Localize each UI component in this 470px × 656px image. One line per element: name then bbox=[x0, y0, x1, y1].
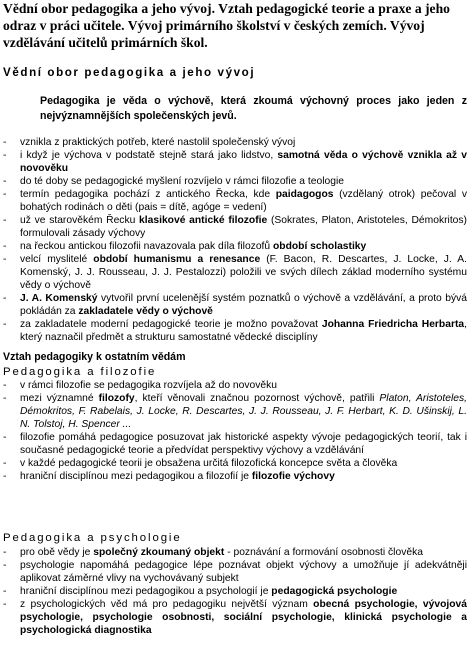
list-item bbox=[0, 292, 467, 318]
lead-paragraph bbox=[3, 94, 467, 124]
list-item bbox=[0, 379, 467, 392]
item-text: filozofie pomáhá pedagogice posuzovat jak historické aspekty vývoje pedagogických teorií, tak i současné pedagogické teorie a předvídat perspektivy výchovy a vzdělávání bbox=[20, 432, 467, 456]
emphasis-text: filozofy bbox=[98, 393, 135, 404]
document-title: Vědní obor pedagogika a jeho vývoj. Vztah pedagogické teorie a praxe a jeho odraz v práci učitele. Vývoj primárního školství v českých zemích. Vývoj vzdělávání učitelů primárních škol. bbox=[3, 1, 450, 50]
italic-text: Platon, Aristoteles, Démokritos, F. Rabelais, J. Locke, R. Descartes, J. J. Rousseau, J. F. Herbart, K. D. Ušinskij, L. N. Tolstoj, H. Spencer ... bbox=[20, 393, 467, 430]
psychology-list bbox=[0, 546, 467, 637]
emphasis-text: klasikové antické filozofie bbox=[139, 215, 268, 226]
list-item bbox=[0, 253, 467, 292]
list-item bbox=[0, 240, 467, 253]
item-text: mezi významné bbox=[20, 393, 99, 404]
item-text: v rámci filozofie se pedagogika rozvíjela až do novověku bbox=[20, 380, 277, 391]
item-text: (Sokrates, Platon, Aristoteles, Démokritos) formulovali zásady výchovy bbox=[20, 215, 467, 239]
emphasis-text: pedagogická psychologie bbox=[271, 586, 398, 597]
list-item bbox=[0, 457, 467, 470]
list-item bbox=[0, 470, 467, 483]
subheading-psychology: Pedagogika a psychologie bbox=[3, 532, 182, 544]
item-text: (F. Bacon, R. Descartes, J. Locke, J. A. Komenský, J. J. Rousseau, J. J. Pestalozzi) položili ve svých dílech základ moderního systému vědy o výchově bbox=[20, 254, 467, 291]
list-item bbox=[0, 559, 467, 585]
emphasis-text: paidagogos bbox=[275, 189, 334, 200]
item-text: vytvořil první ucelenější systém poznatků o výchově a vzdělávání, a proto bývá pokládán za bbox=[20, 293, 467, 317]
section-heading-pedagogy-development: Vědní obor pedagogika a jeho vývoj bbox=[3, 66, 256, 79]
subheading-philosophy: Pedagogika a filozofie bbox=[3, 366, 157, 378]
item-text: termín pedagogika pochází z antického Řecka, kde bbox=[20, 189, 276, 200]
emphasis-text: zakladatele vědy o výchově bbox=[78, 306, 213, 317]
emphasis-text: Johanna Friedricha Herbarta bbox=[321, 319, 465, 330]
item-text: i když je výchova v podstatě stejně stará jako lidstvo, bbox=[20, 150, 278, 161]
list-item bbox=[0, 214, 467, 240]
section-heading-relations: Vztah pedagogiky k ostatním vědám bbox=[3, 351, 186, 363]
list-item bbox=[0, 546, 467, 559]
item-text: (vzdělaný otrok) pečoval v bohatých rodinách o děti (pais = dítě, agóge = vedení) bbox=[20, 189, 467, 213]
item-text: do té doby se pedagogické myšlení rozvíjelo v rámci filozofie a teologie bbox=[20, 176, 344, 187]
list-item bbox=[0, 598, 467, 637]
emphasis-text: J. A. Komenský bbox=[20, 293, 98, 304]
list-item bbox=[0, 585, 467, 598]
item-text: psychologie napomáhá pedagogice lépe poznávat objekt výchovy a umožňuje jí adekvátněji aplikovat záměrné vlivy na vychovávaný subjekt bbox=[20, 560, 467, 584]
item-text: za zakladatele moderní pedagogické teorie je možno považovat bbox=[20, 319, 322, 330]
list-item bbox=[0, 392, 467, 431]
list-item bbox=[0, 431, 467, 457]
item-text: už ve starověkém Řecku bbox=[20, 215, 140, 226]
item-text: hraniční disciplínou mezi pedagogikou a psychologií je bbox=[20, 586, 272, 597]
list-item bbox=[0, 149, 467, 175]
emphasis-text: období scholastiky bbox=[273, 241, 367, 252]
item-text: , který naznačil předmět a strukturu samostatné vědecké disciplíny bbox=[20, 319, 467, 343]
lead-text: Pedagogika je věda o výchově, která zkoumá výchovný proces jako jeden z nejvýznamnějších společenských jevů. bbox=[40, 95, 467, 122]
emphasis-text: samotná věda o výchově vznikla až v novověku bbox=[20, 150, 467, 174]
item-text: z psychologických věd má pro pedagogiku největší význam bbox=[20, 599, 314, 610]
item-text: v každé pedagogické teorii je obsažena určitá filozofická koncepce světa a člověka bbox=[20, 458, 398, 469]
list-item bbox=[0, 136, 467, 149]
emphasis-text: společný zkoumaný objekt bbox=[93, 547, 225, 558]
item-text: hraniční disciplínou mezi pedagogikou a filozofií je bbox=[20, 471, 252, 482]
list-item bbox=[0, 318, 467, 344]
item-text: vznikla z praktických potřeb, které nastolil společenský vývoj bbox=[20, 137, 296, 148]
item-text: pro obě vědy je bbox=[20, 547, 94, 558]
item-text: , kteří věnovali značnou pozornost výchově, patřili bbox=[134, 393, 380, 404]
emphasis-text: období humanismu a renesance bbox=[93, 254, 261, 265]
item-text: na řeckou antickou filozofii navazovala pak díla filozofů bbox=[20, 241, 273, 252]
emphasis-text: filozofie výchovy bbox=[251, 471, 335, 482]
pedagogy-history-list bbox=[0, 136, 467, 344]
emphasis-text: obecná psychologie, vývojová psychologie, psychologie osobnosti, sociální psychologie, klinická psychologie a psychologická diagnostika bbox=[20, 599, 467, 636]
item-text: - poznávání a formování osobnosti člověka bbox=[224, 547, 423, 558]
list-item bbox=[0, 188, 467, 214]
philosophy-list bbox=[0, 379, 467, 483]
item-text: velcí myslitelé bbox=[20, 254, 94, 265]
list-item bbox=[0, 175, 467, 188]
